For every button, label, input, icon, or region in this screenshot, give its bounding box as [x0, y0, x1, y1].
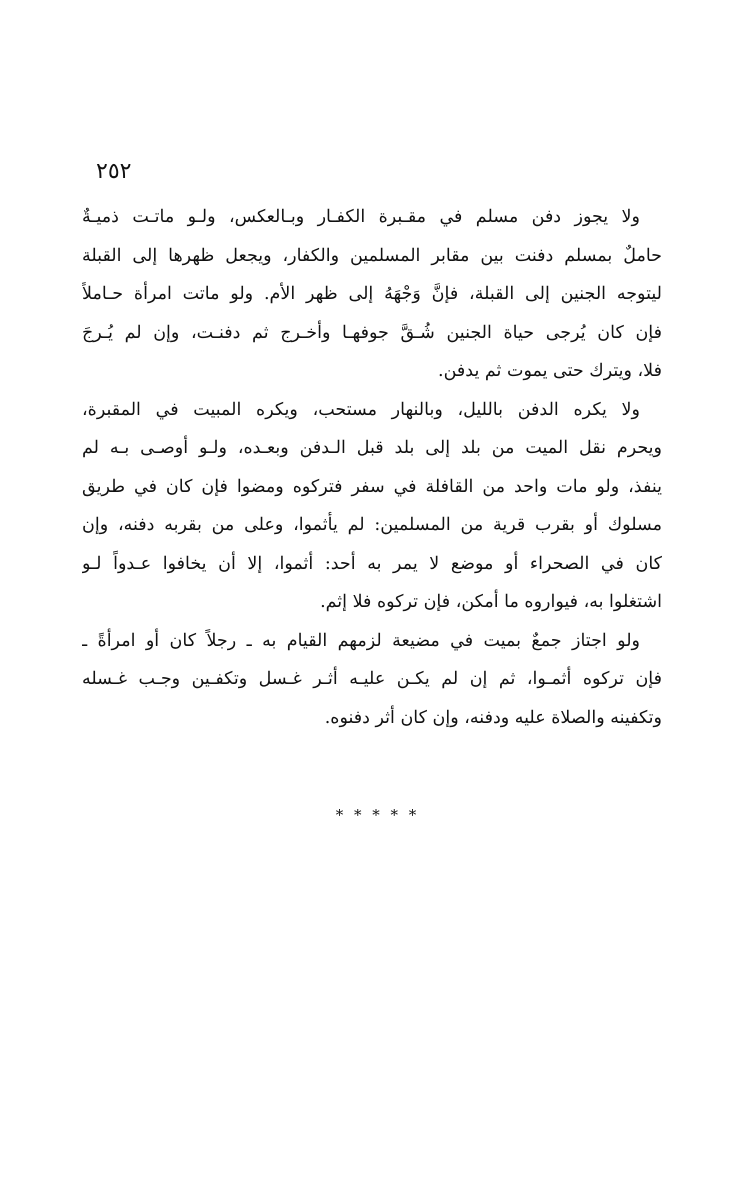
paragraph-2-line-4: مسلوك أو بقرب قرية من المسلمين: لم يأثموا، وعلى من بقربه دفنه، وإن [82, 515, 662, 535]
paragraph-3-line-1: ولو اجتاز جمعٌ بميت في مضيعة لزمهم القيام به ـ رجلاً كان أو امرأةً ـ [82, 630, 640, 651]
paragraph-3-line-3: وتكفينه والصلاة عليه ودفنه، وإن كان أثر دفنوه. [324, 707, 662, 728]
paragraph-3-line-2: فإن تركوه أثمـوا، ثم إن لم يكـن عليـه أثـر غـسل وتكفـين وجـب غـسله [82, 669, 662, 689]
paragraph-1-line-2: حاملٌ بمسلم دفنت بين مقابر المسلمين والكفار، ويجعل ظهرها إلى القبلة [82, 245, 662, 266]
paragraph-2-line-5: كان في الصحراء أو موضع لا يمر به أحد: أثموا، إلا أن يخافوا عـدواً لـو [82, 553, 662, 574]
paragraph-2-line-6: اشتغلوا به، فيواروه ما أمكن، فإن تركوه فلا إثم. [320, 592, 662, 612]
section-separator: * * * * * [335, 806, 420, 824]
paragraph-1-line-3: ليتوجه الجنين إلى القبلة، فإنَّ وَجْهَهُ إلى ظهر الأم. ولو ماتت امرأة حـاملاً [82, 284, 662, 304]
paragraph-1-line-1: ولا يجوز دفن مسلم في مقـبرة الكفـار وبـالعكس، ولـو ماتـت ذميـةٌ [82, 207, 640, 227]
paragraph-2-line-2: ويحرم نقل الميت من بلد إلى بلد قبل الـدفن وبعـده، ولـو أوصـى بـه لم [82, 438, 662, 458]
paragraph-1-line-5: فلا، ويترك حتى يموت ثم يدفن. [438, 361, 662, 381]
paragraph-1-line-4: فإن كان يُرجى حياة الجنين شُـقَّ جوفهـا وأخـرج ثم دفنـت، وإن لم يُـرجَ [82, 322, 662, 343]
page-number: ٢٥٢ [96, 159, 132, 184]
paragraph-2-line-1: ولا يكره الدفن بالليل، وبالنهار مستحب، ويكره المبيت في المقبرة، [82, 399, 640, 420]
body-text [82, 198, 662, 737]
paragraph-2-line-3: ينفذ، ولو مات واحد من القافلة في سفر فتركوه ومضوا فإن كان في طريق [82, 476, 662, 497]
